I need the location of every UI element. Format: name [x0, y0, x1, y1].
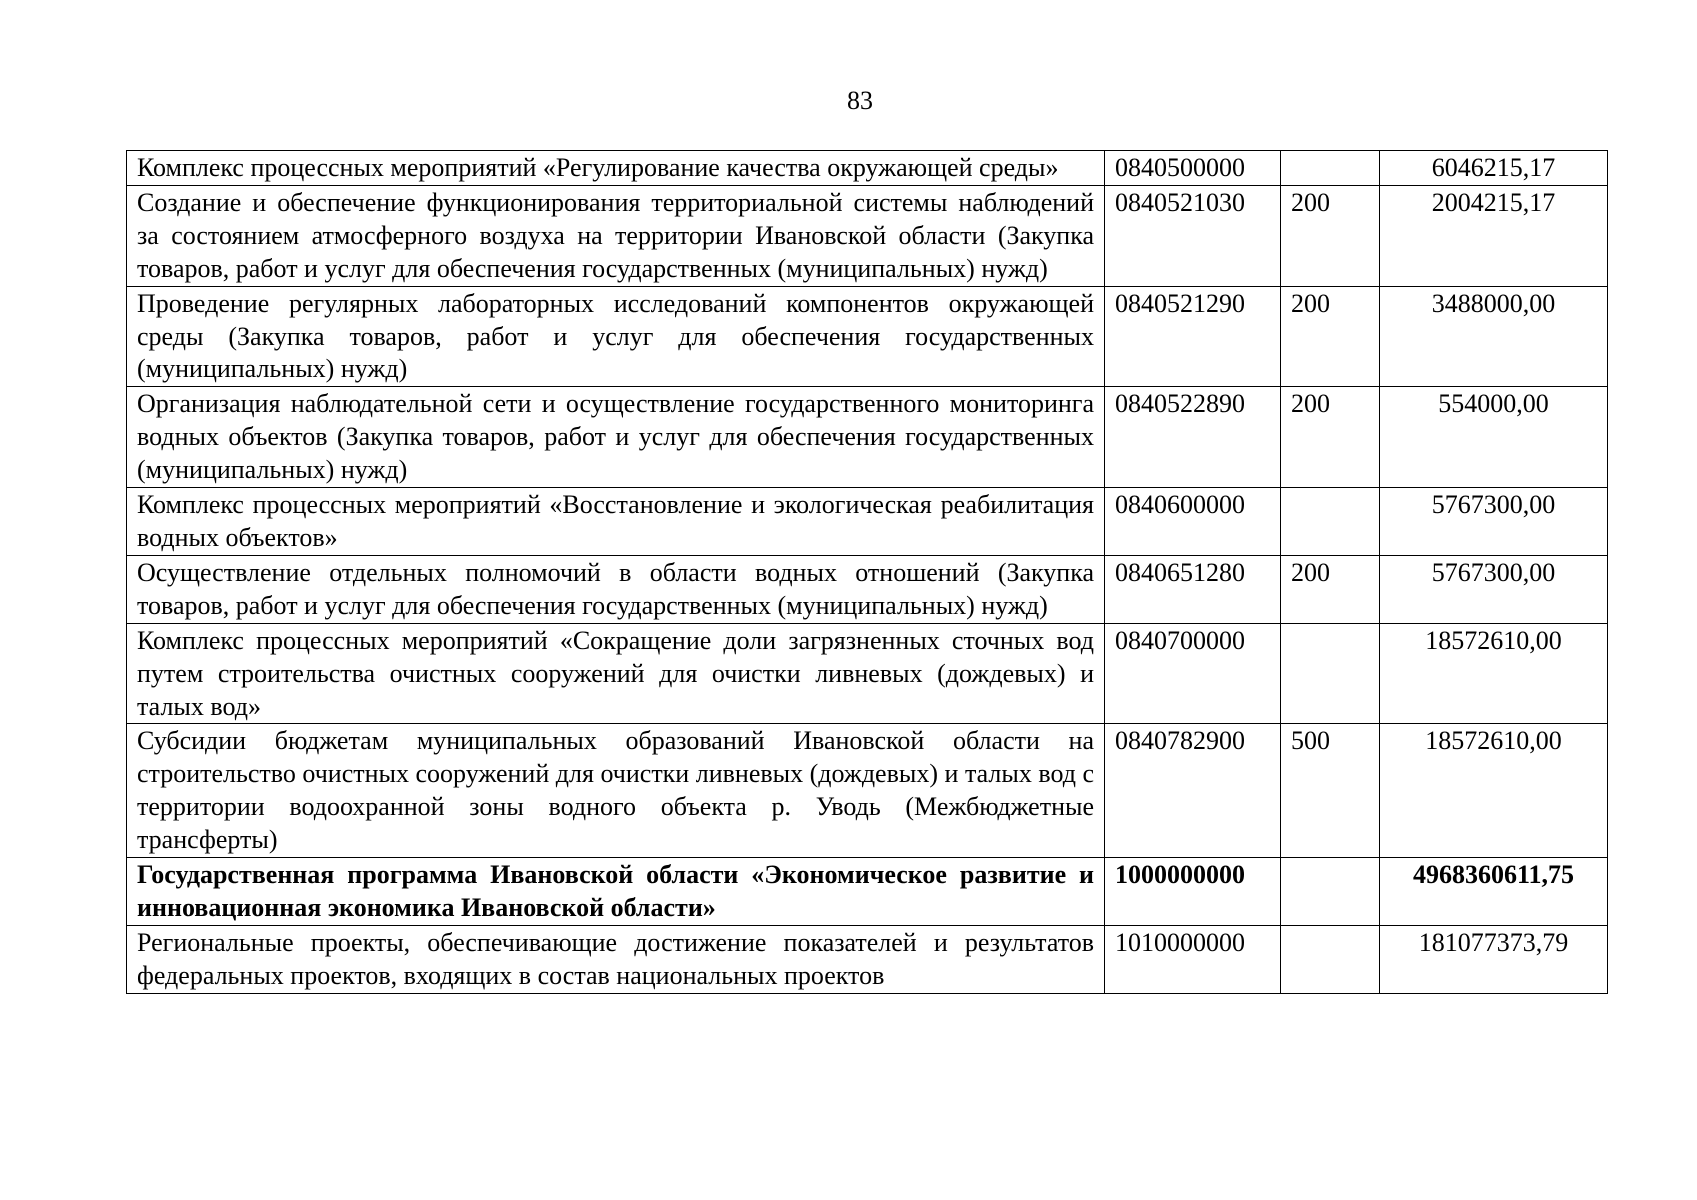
row-code-cell: 1010000000 [1105, 925, 1281, 993]
row-name-cell: Проведение регулярных лабораторных исследований компонентов окружающей среды (Закупка товаров, работ и услуг для обеспечения государственных (муниципальных) нужд) [127, 286, 1105, 387]
budget-table [126, 150, 1608, 994]
row-name-cell: Комплекс процессных мероприятий «Сокращение доли загрязненных сточных вод путем строительства очистных сооружений для очистки ливневых (дождевых) и талых вод» [127, 623, 1105, 724]
row-code-cell: 0840521030 [1105, 185, 1281, 286]
row-expense-type-cell: 500 [1281, 724, 1380, 858]
row-code-cell: 0840521290 [1105, 286, 1281, 387]
row-sum-cell: 4968360611,75 [1380, 858, 1608, 926]
table-row [127, 623, 1608, 724]
row-name-cell: Субсидии бюджетам муниципальных образований Ивановской области на строительство очистных сооружений для очистки ливневых (дождевых) и талых вод с территории водоохранной зоны водного объекта р. Уводь (Межбюджетные трансферты) [127, 724, 1105, 858]
table-row [127, 724, 1608, 858]
row-expense-type-cell: 200 [1281, 387, 1380, 488]
row-sum-cell: 2004215,17 [1380, 185, 1608, 286]
table-row [127, 151, 1608, 186]
row-name-cell: Осуществление отдельных полномочий в области водных отношений (Закупка товаров, работ и услуг для обеспечения государственных (муниципальных) нужд) [127, 555, 1105, 623]
row-name-cell: Комплекс процессных мероприятий «Регулирование качества окружающей среды» [127, 151, 1105, 186]
row-code-cell: 0840600000 [1105, 488, 1281, 556]
table-row [127, 925, 1608, 993]
table-row [127, 488, 1608, 556]
page-number: 83 [847, 86, 873, 115]
row-sum-cell: 554000,00 [1380, 387, 1608, 488]
table-row [127, 185, 1608, 286]
row-name-cell: Государственная программа Ивановской области «Экономическое развитие и инновационная экономика Ивановской области» [127, 858, 1105, 926]
row-expense-type-cell [1281, 488, 1380, 556]
row-expense-type-cell: 200 [1281, 185, 1380, 286]
row-sum-cell: 18572610,00 [1380, 724, 1608, 858]
row-expense-type-cell: 200 [1281, 555, 1380, 623]
row-name-cell: Создание и обеспечение функционирования территориальной системы наблюдений за состоянием атмосферного воздуха на территории Ивановской области (Закупка товаров, работ и услуг для обеспечения государственных (муниципальных) нужд) [127, 185, 1105, 286]
row-sum-cell: 3488000,00 [1380, 286, 1608, 387]
row-name-cell: Организация наблюдательной сети и осуществление государственного мониторинга водных объектов (Закупка товаров, работ и услуг для обеспечения государственных (муниципальных) нужд) [127, 387, 1105, 488]
table-row [127, 286, 1608, 387]
row-code-cell: 0840651280 [1105, 555, 1281, 623]
row-expense-type-cell [1281, 151, 1380, 186]
row-expense-type-cell [1281, 858, 1380, 926]
row-sum-cell: 5767300,00 [1380, 488, 1608, 556]
row-sum-cell: 181077373,79 [1380, 925, 1608, 993]
row-code-cell: 0840522890 [1105, 387, 1281, 488]
row-code-cell: 1000000000 [1105, 858, 1281, 926]
row-code-cell: 0840700000 [1105, 623, 1281, 724]
row-code-cell: 0840500000 [1105, 151, 1281, 186]
table-row-program-total [127, 858, 1608, 926]
row-expense-type-cell: 200 [1281, 286, 1380, 387]
row-sum-cell: 5767300,00 [1380, 555, 1608, 623]
table-row [127, 387, 1608, 488]
row-sum-cell: 6046215,17 [1380, 151, 1608, 186]
row-expense-type-cell [1281, 925, 1380, 993]
row-name-cell: Региональные проекты, обеспечивающие достижение показателей и результатов федеральных проектов, входящих в состав национальных проектов [127, 925, 1105, 993]
row-name-cell: Комплекс процессных мероприятий «Восстановление и экологическая реабилитация водных объектов» [127, 488, 1105, 556]
row-code-cell: 0840782900 [1105, 724, 1281, 858]
table-row [127, 555, 1608, 623]
row-expense-type-cell [1281, 623, 1380, 724]
row-sum-cell: 18572610,00 [1380, 623, 1608, 724]
